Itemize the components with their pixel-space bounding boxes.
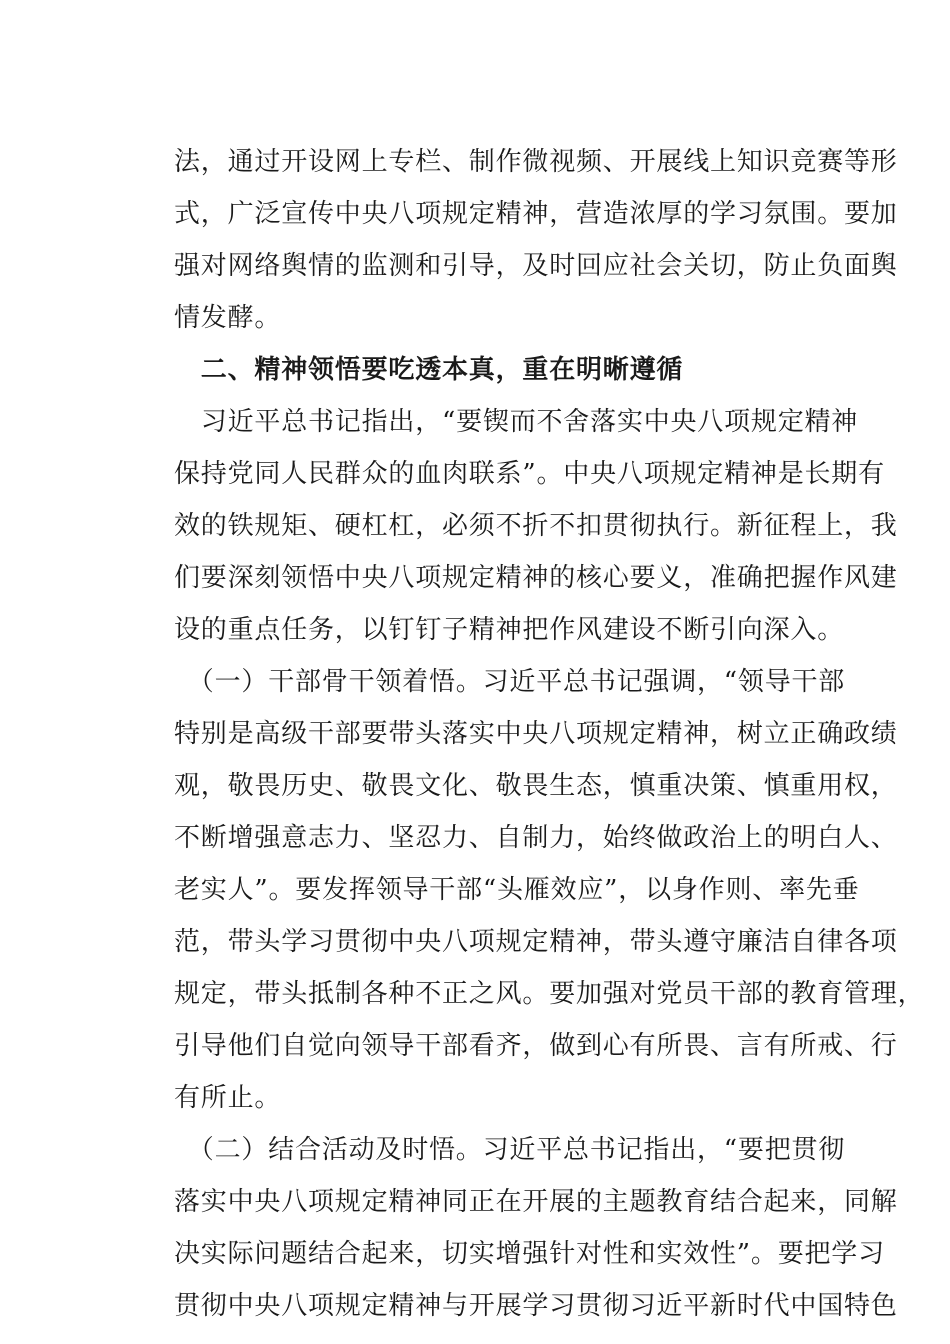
document-body	[174, 136, 925, 1332]
text-line: 保持党同人民群众的血肉联系”。中央八项规定精神是长期有	[174, 459, 885, 489]
text-line: 法，通过开设网上专栏、制作微视频、开展线上知识竞赛等形	[174, 147, 898, 177]
text-line: 范，带头学习贯彻中央八项规定精神，带头遵守廉洁自律各项	[174, 927, 898, 957]
text-line: 老实人”。要发挥领导干部“头雁效应”，以身作则、率先垂	[174, 875, 860, 905]
text-line: 有所止。	[174, 1083, 282, 1113]
text-line: 观，敬畏历史、敬畏文化、敬畏生态，慎重决策、慎重用权，	[174, 771, 898, 801]
text-line: 习近平总书记指出，“要锲而不舍落实中央八项规定精神	[174, 407, 859, 437]
text-line: 情发酵。	[174, 303, 282, 333]
text-line: 规定，带头抵制各种不正之风。要加强对党员干部的教育管理，	[174, 979, 925, 1009]
text-line: 式，广泛宣传中央八项规定精神，营造浓厚的学习氛围。要加	[174, 199, 898, 229]
text-line: 落实中央八项规定精神同正在开展的主题教育结合起来，同解	[174, 1187, 898, 1217]
section-heading: 二、精神领悟要吃透本真，重在明晰遵循	[174, 355, 684, 385]
text-line: 们要深刻领悟中央八项规定精神的核心要义，准确把握作风建	[174, 563, 898, 593]
text-line: 引导他们自觉向领导干部看齐，做到心有所畏、言有所戒、行	[174, 1031, 898, 1061]
subsection-lead-line: （一）干部骨干领着悟。习近平总书记强调，“领导干部	[174, 667, 846, 697]
text-line: 强对网络舆情的监测和引导，及时回应社会关切，防止负面舆	[174, 251, 898, 281]
text-line: 贯彻中央八项规定精神与开展学习贯彻习近平新时代中国特色	[174, 1291, 898, 1321]
text-line: 特别是高级干部要带头落实中央八项规定精神，树立正确政绩	[174, 719, 898, 749]
text-line: 决实际问题结合起来，切实增强针对性和实效性”。要把学习	[174, 1239, 885, 1269]
text-line: 效的铁规矩、硬杠杠，必须不折不扣贯彻执行。新征程上，我	[174, 511, 898, 541]
text-line: 设的重点任务，以钉钉子精神把作风建设不断引向深入。	[174, 615, 845, 645]
text-line: 不断增强意志力、坚忍力、自制力，始终做政治上的明白人、	[174, 823, 898, 853]
subsection-lead-line: （二）结合活动及时悟。习近平总书记指出，“要把贯彻	[174, 1135, 846, 1165]
